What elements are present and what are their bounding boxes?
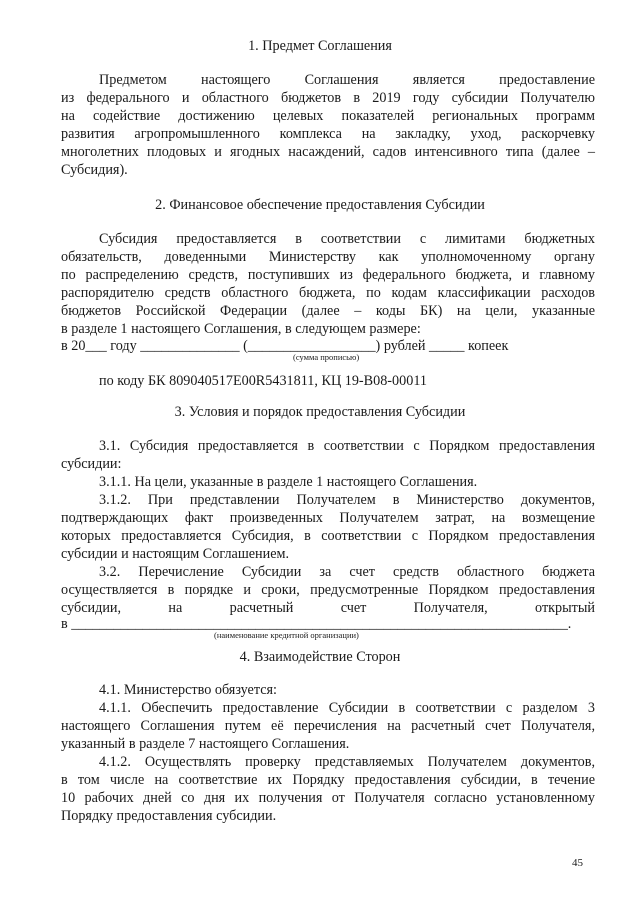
paragraph-line: в разделе 1 настоящего Соглашения, в следующем размере: [61, 321, 421, 337]
bank-fill-line: в ______________________________________________________________________. [61, 616, 572, 632]
paragraph-line: которых предоставляется Субсидия, в соответствии с Порядком предоставления [61, 528, 595, 544]
paragraph-line: 3.1.1. На цели, указанные в разделе 1 настоящего Соглашения. [99, 474, 478, 490]
amount-caption: (сумма прописью) [293, 352, 360, 362]
paragraph-line: 3.1. Субсидия предоставляется в соответствии с Порядком предоставления [99, 438, 595, 454]
page-number: 45 [572, 857, 583, 869]
kbk-line: по коду БК 809040517E00R5431811, КЦ 19-В08-00011 [99, 373, 427, 389]
paragraph-line: 10 рабочих дней со дня их получения от Получателя согласно установленному [61, 790, 595, 806]
paragraph-line: субсидии, на расчетный счет Получателя, открытый [61, 600, 595, 616]
paragraph-line: осуществляется в порядке и сроки, предусмотренные Порядком предоставления [61, 582, 595, 598]
paragraph-line: 4.1.2. Осуществлять проверку представляемых Получателем документов, [99, 754, 595, 770]
paragraph-line: указанный в разделе 7 настоящего Соглашения. [61, 736, 350, 752]
section-3-title: 3. Условия и порядок предоставления Субсидии [174, 404, 466, 420]
paragraph-line: по распределению средств, поступивших из федерального бюджета, и главному [61, 267, 595, 283]
paragraph-line: Субсидия предоставляется в соответствии с лимитами бюджетных [99, 231, 595, 247]
bank-caption: (наименование кредитной организации) [214, 630, 359, 640]
amount-fill-line: в 20___ году ______________ (__________________) рублей _____ копеек [61, 338, 509, 354]
paragraph-line: Предметом настоящего Соглашения является предоставление [99, 72, 595, 88]
section-4-title: 4. Взаимодействие Сторон [239, 649, 401, 665]
paragraph-line: развития агропромышленного комплекса на закладку, уход, раскорчевку [61, 126, 595, 142]
paragraph-line: многолетних плодовых и ягодных насаждений, садов интенсивного типа (далее – [61, 144, 595, 160]
paragraph-line: распорядителю средств областного бюджета, по кодам классификации расходов [61, 285, 595, 301]
section-2-title: 2. Финансовое обеспечение предоставления Субсидии [155, 197, 485, 213]
paragraph-line: 4.1. Министерство обязуется: [99, 682, 277, 698]
paragraph-line: обязательств, доведенными Министерству как уполномоченному органу [61, 249, 595, 265]
paragraph-line: настоящего Соглашения путем её перечисления на расчетный счет Получателя, [61, 718, 595, 734]
paragraph-line: в том числе на соответствие их Порядку предоставления субсидии, в течение [61, 772, 595, 788]
paragraph-line: 4.1.1. Обеспечить предоставление Субсидии в соответствии с разделом 3 [99, 700, 595, 716]
paragraph-line: 3.1.2. При представлении Получателем в Министерство документов, [99, 492, 595, 508]
paragraph-line: бюджетов Российской Федерации (далее – коды БК) на цели, указанные [61, 303, 595, 319]
section-1-title: 1. Предмет Соглашения [248, 38, 392, 54]
paragraph-line: из федерального и областного бюджетов в 2019 году субсидии Получателю [61, 90, 595, 106]
paragraph-line: Субсидия). [61, 162, 128, 178]
paragraph-line: 3.2. Перечисление Субсидии за счет средств областного бюджета [99, 564, 595, 580]
paragraph-line: субсидии: [61, 456, 122, 472]
paragraph-line: субсидии и настоящим Соглашением. [61, 546, 290, 562]
paragraph-line: на содействие достижению целевых показателей региональных программ [61, 108, 595, 124]
paragraph-line: подтверждающих факт произведенных Получателем затрат, на возмещение [61, 510, 595, 526]
paragraph-line: Порядку предоставления субсидии. [61, 808, 277, 824]
